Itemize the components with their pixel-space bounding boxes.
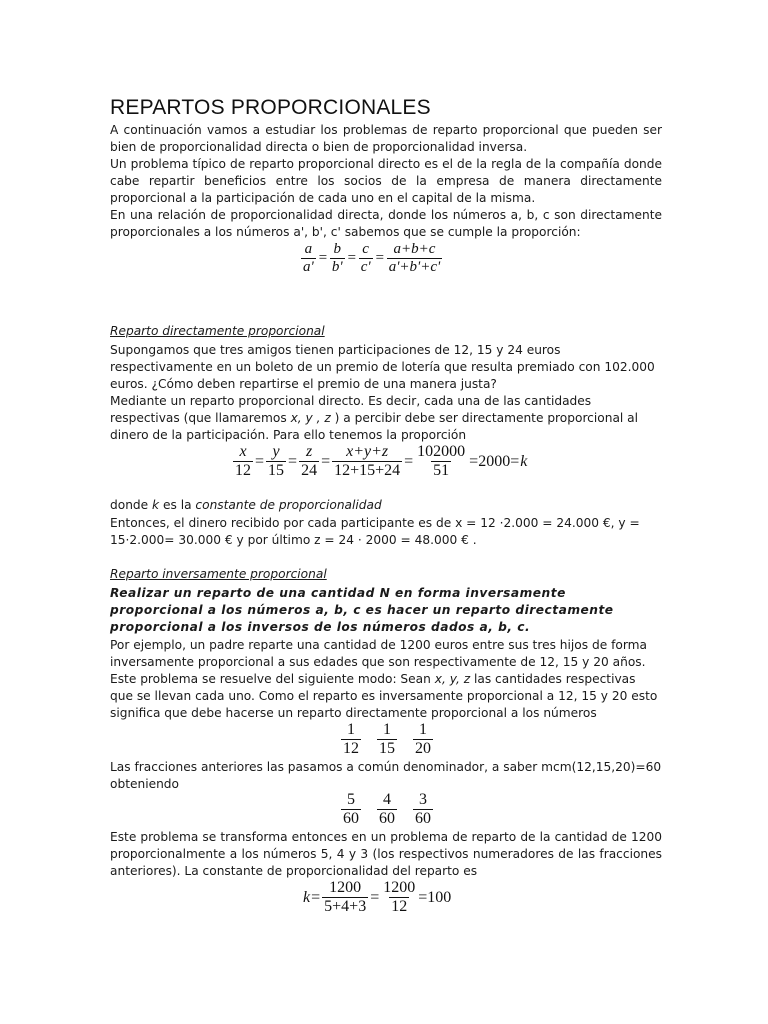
directo-paragraph-1: Supongamos que tres amigos tienen participaciones de 12, 15 y 24 euros respectivamente en un boleto de un premio de lotería que resulta premiado con 102.000 euros. ¿Cómo deben repartirse el premio de una manera justa? [110,343,655,391]
intro-paragraph-2: Un problema típico de reparto proporcional directo es el de la regla de la compañía donde cabe repartir beneficios entre los socios de la empresa de manera directamente proporcional a la participación de cada uno en el capital de la misma. [110,157,662,205]
common-denominator-fractions: $\frac{5}{60}$ $\frac{4}{60}$ $\frac{3}{60}$ [343,791,431,827]
inverso-definition: Realizar un reparto de una cantidad N en forma inversamente proporcional a los números a, b, c es hacer un reparto directamente proporcional a los inversos de los números dados a, b, c. [110,586,614,634]
constant-k-equation: k = $\frac{1200}{5+4+3}$ = $\frac{1200}{12}$ =100 [303,879,452,915]
intro-paragraph-1: A continuación vamos a estudiar los problemas de reparto proporcional que pueden ser bien de proporcionalidad directa o bien de proporcionalidad inversa. [110,123,662,154]
inverse-fractions: $\frac{1}{12}$ $\frac{1}{15}$ $\frac{1}{20}$ [343,721,431,757]
heading-reparto-inverso: Reparto inversamente proporcional [110,567,327,581]
directo-equation: $\frac{x}{12}$ = $\frac{y}{15}$ = $\frac{z}{24}$ = $\frac{x+y+z}{12+15+24}$ = $\frac{102000}{51}$ =2000= k [235,443,528,479]
directo-paragraph-3: donde k es la constante de proporcionalidad [110,498,382,512]
proportion-equation: $\frac{a}{a'}$ = $\frac{b}{b'}$ = $\frac{c}{c'}$ = $\frac{a+b+c}{a'+b'+c'}$ [303,241,441,275]
directo-paragraph-2: Mediante un reparto proporcional directo. Es decir, cada una de las cantidades respectivas (que llamaremos x, y , z ) a percibir debe ser directamente proporcional al dinero de la participación. Para ello tenemos la proporción [110,394,639,442]
heading-reparto-directo: Reparto directamente proporcional [110,324,325,338]
inverso-paragraph-1: Por ejemplo, un padre reparte una cantidad de 1200 euros entre sus tres hijos de forma inversamente proporcional a sus edades que son respectivamente de 12, 15 y 20 años. Este problema se resuelve del siguiente modo: Sean x, y, z las cantidades respectivas que se llevan cada uno. Como el reparto es inversamente proporcional a 12, 15 y 20 esto significa que debe hacerse un reparto directamente proporcional a los números [110,638,658,720]
page-title: REPARTOS PROPORCIONALES [110,96,431,119]
inverso-paragraph-2: Las fracciones anteriores las pasamos a común denominador, a saber mcm(12,15,20)=60 obteniendo [110,760,662,791]
intro-paragraph-3: En una relación de proporcionalidad directa, donde los números a, b, c son directamente proporcionales a los números a', b', c' sabemos que se cumple la proporción: [110,208,662,239]
directo-paragraph-4: Entonces, el dinero recibido por cada participante es de x = 12 ·2.000 = 24.000 €, y = 15·2.000= 30.000 € y por último z = 24 · 2000 = 48.000 € . [110,516,640,547]
inverso-paragraph-3: Este problema se transforma entonces en un problema de reparto de la cantidad de 1200 proporcionalmente a los números 5, 4 y 3 (los respectivos numeradores de las fracciones anteriores). La constante de proporcionalidad del reparto es [110,830,662,878]
